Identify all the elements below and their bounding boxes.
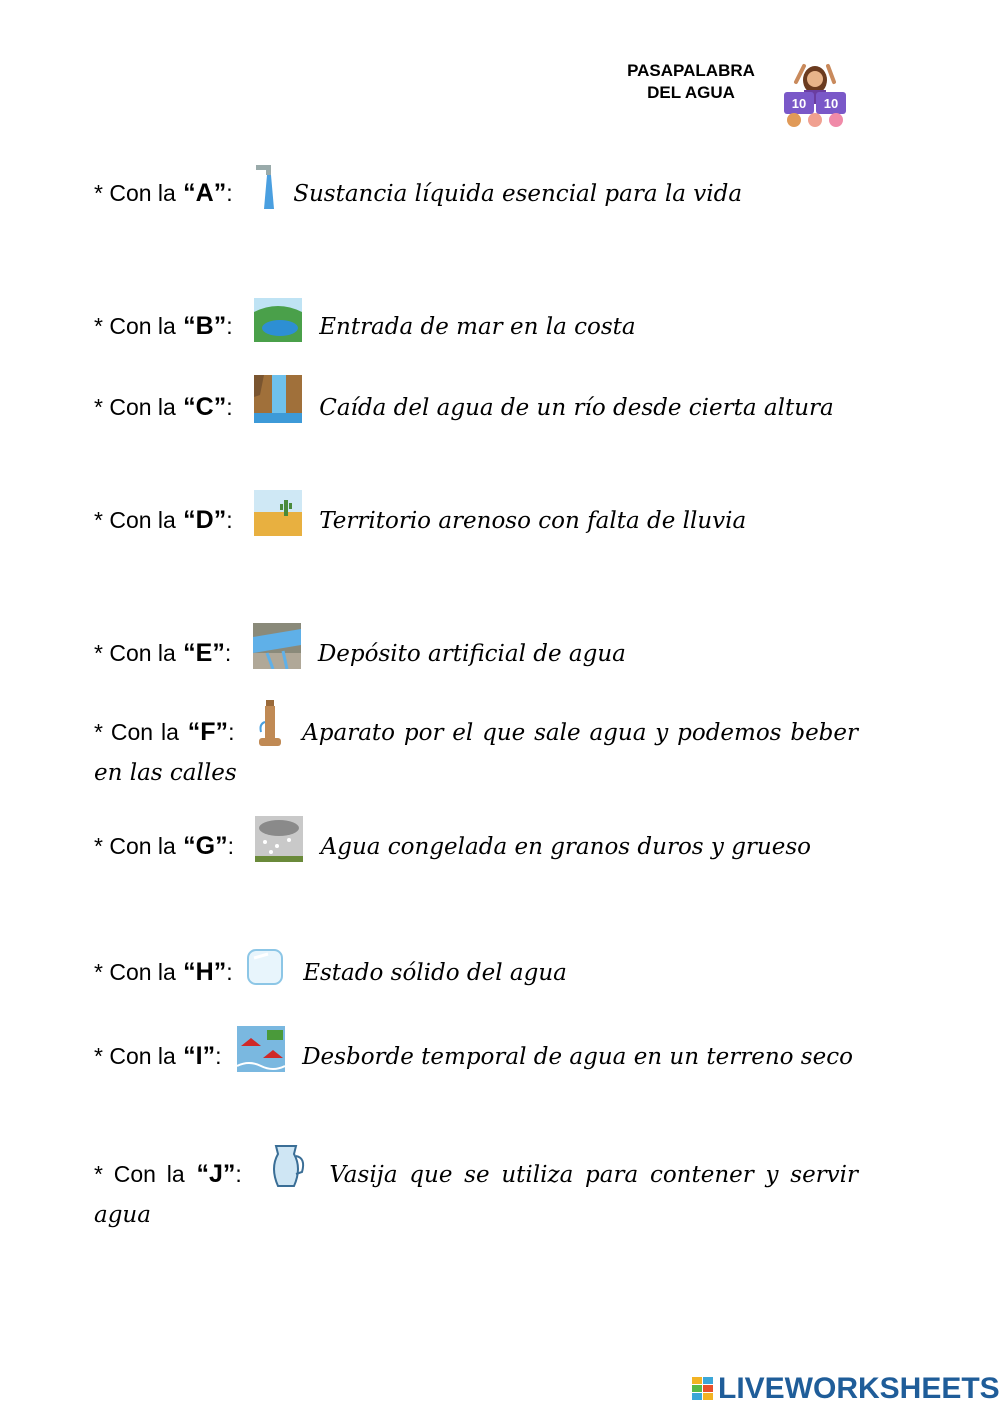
clue-prefix: * Con la — [94, 640, 176, 666]
clue-prefix: * Con la — [94, 507, 176, 533]
avatar-cheering-icon — [782, 60, 848, 128]
clue-prefix: * Con la — [94, 1161, 185, 1187]
ice-cube-icon — [246, 948, 286, 988]
clue-b: * Con la “B”: Entrada de mar en la costa — [94, 298, 858, 347]
clue-f: * Con la “F”: Aparato por el que sale agua y podemos beber en las calles — [94, 700, 858, 793]
clue-letter: “E” — [183, 639, 225, 667]
bay-icon — [254, 298, 302, 342]
clue-letter: “I” — [183, 1042, 216, 1070]
clue-i: * Con la “I”: Desborde temporal de agua en un terreno seco — [94, 1026, 858, 1077]
clue-text: Territorio arenoso con falta de lluvia — [319, 508, 747, 534]
clue-d: * Con la “D”: Territorio arenoso con falta de lluvia — [94, 490, 858, 541]
clue-prefix: * Con la — [94, 959, 176, 985]
clue-c: * Con la “C”: Caída del agua de un río desde cierta altura — [94, 375, 858, 428]
flood-icon — [237, 1026, 285, 1072]
clue-letter: “J” — [196, 1160, 236, 1188]
clue-letter: “B” — [183, 312, 227, 340]
clue-prefix: * Con la — [94, 719, 179, 745]
desert-icon — [254, 490, 302, 536]
page-title — [606, 60, 776, 104]
title-line-2: DEL AGUA — [647, 83, 735, 102]
clue-letter: “D” — [183, 506, 227, 534]
clue-text: Entrada de mar en la costa — [319, 314, 636, 340]
clue-text: Caída del agua de un río desde cierta altura — [319, 395, 834, 421]
clue-prefix: * Con la — [94, 833, 176, 859]
water-tap-icon — [254, 165, 276, 209]
clue-e: * Con la “E”: Depósito artificial de agua — [94, 623, 858, 674]
clue-letter: “H” — [183, 958, 227, 986]
clue-text: Depósito artificial de agua — [317, 641, 626, 667]
clue-j: * Con la “J”: Vasija que se utiliza para contener y servir agua — [94, 1142, 858, 1235]
clue-g: * Con la “G”: Agua congelada en granos duros y grueso — [94, 816, 858, 867]
reservoir-icon — [253, 623, 301, 669]
clue-letter: “F” — [187, 718, 229, 746]
clue-text: Agua congelada en granos duros y grueso — [320, 834, 811, 860]
clue-text: Estado sólido del agua — [303, 960, 567, 986]
avatar-badge-left: 10 — [791, 96, 807, 111]
fountain-icon — [257, 700, 283, 748]
clue-text: Desborde temporal de agua en un terreno seco — [302, 1044, 853, 1070]
liveworksheets-logo — [692, 1372, 1000, 1406]
liveworksheets-blocks-icon — [692, 1377, 714, 1401]
clue-a: * Con la “A”: Sustancia líquida esencial para la vida — [94, 165, 858, 214]
clue-h: * Con la “H”: Estado sólido del agua — [94, 948, 858, 993]
clue-prefix: * Con la — [94, 313, 176, 339]
clue-text: Aparato por el que sale agua y podemos beber en las calles — [94, 720, 859, 786]
waterfall-icon — [254, 375, 302, 423]
hail-icon — [255, 816, 303, 862]
clue-text: Sustancia líquida esencial para la vida — [293, 181, 743, 207]
clue-text: Vasija que se utiliza para contener y servir agua — [94, 1162, 859, 1228]
clue-prefix: * Con la — [94, 180, 176, 206]
title-line-1: PASAPALABRA — [627, 61, 755, 80]
avatar-badge-right: 10 — [823, 96, 839, 111]
jug-icon — [268, 1142, 308, 1190]
clue-letter: “A” — [183, 179, 227, 207]
liveworksheets-brand: LIVEWORKSHEETS — [718, 1372, 1000, 1405]
clue-prefix: * Con la — [94, 394, 176, 420]
clue-prefix: * Con la — [94, 1043, 176, 1069]
clue-letter: “G” — [183, 832, 228, 860]
clue-letter: “C” — [183, 393, 227, 421]
